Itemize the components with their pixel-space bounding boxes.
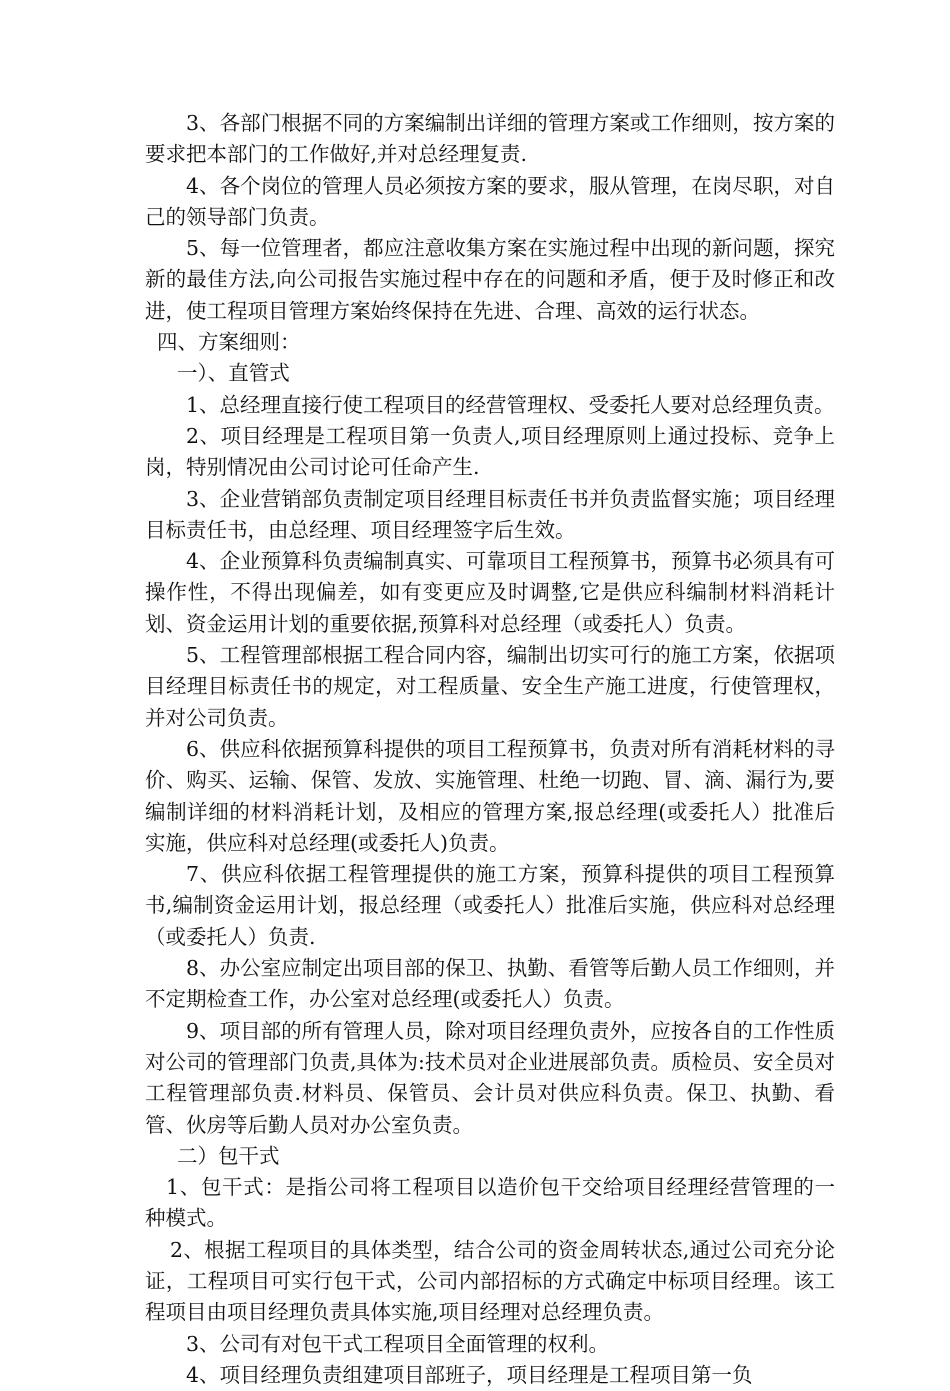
section-heading-4: 四、方案细则： (157, 330, 301, 355)
paragraph-item-4: 4、各个岗位的管理人员必须按方案的要求，服从管理，在岗尽职，对自己的领导部门负责。 (145, 173, 835, 229)
direct-item-4: 4、企业预算科负责编制真实、可靠项目工程预算书，预算书必须具有可操作性，不得出现偏差，如有变更应及时调整,它是供应科编制材料消耗计划、资金运用计划的重要依据,预算科对总经理（或委托人）负责。 (145, 549, 835, 636)
document-body (145, 108, 835, 1391)
subsection-heading-direct: 一）、直管式 (177, 361, 290, 386)
contract-item-4: 4、项目经理负责组建项目部班子，项目经理是工程项目第一负 (186, 1362, 753, 1387)
contract-item-2: 2、根据工程项目的具体类型，结合公司的资金周转状态,通过公司充分论证，工程项目可实行包干式，公司内部招标的方式确定中标项目经理。该工程项目由项目经理负责具体实施,项目经理对总经理负责。 (145, 1237, 835, 1325)
contract-item-3: 3、公司有对包干式工程项目全面管理的权利。 (186, 1331, 610, 1356)
direct-item-5: 5、工程管理部根据工程合同内容，编制出切实可行的施工方案，依据项目经理目标责任书的规定，对工程质量、安全生产施工进度，行使管理权，并对公司负责。 (145, 643, 835, 730)
direct-item-7: 7、供应科依据工程管理提供的施工方案，预算科提供的项目工程预算书,编制资金运用计划，报总经理（或委托人）批准后实施，供应科对总经理（或委托人）负责. (145, 862, 835, 949)
paragraph-item-5: 5、每一位管理者，都应注意收集方案在实施过程中出现的新问题，探究新的最佳方法,向公司报告实施过程中存在的问题和矛盾，便于及时修正和改进，使工程项目管理方案始终保持在先进、合理、高效的运行状态。 (145, 236, 835, 323)
direct-item-8: 8、办公室应制定出项目部的保卫、执勤、看管等后勤人员工作细则，并不定期检查工作，办公室对总经理(或委托人）负责。 (145, 956, 835, 1012)
direct-item-9: 9、项目部的所有管理人员，除对项目经理负责外，应按各自的工作性质对公司的管理部门负责,具体为:技术员对企业进展部负责。质检员、安全员对工程管理部负责.材料员、保管员、会计员对供应科负责。保卫、执勤、看管、伙房等后勤人员对办公室负责。 (145, 1018, 835, 1137)
direct-item-6: 6、供应科依据预算科提供的项目工程预算书，负责对所有消耗材料的寻价、购买、运输、保管、发放、实施管理、杜绝一切跑、冒、滴、漏行为,要编制详细的材料消耗计划，及相应的管理方案,报总经理(或委托人）批准后实施，供应科对总经理(或委托人)负责。 (145, 736, 835, 855)
subsection-heading-contract: 二）包干式 (177, 1143, 280, 1168)
paragraph-item-3: 3、各部门根据不同的方案编制出详细的管理方案或工作细则，按方案的要求把本部门的工作做好,并对总经理复责. (145, 111, 835, 167)
contract-item-1: 1、包干式：是指公司将工程项目以造价包干交给项目经理经营管理的一种模式。 (145, 1175, 835, 1231)
direct-item-1: 1、总经理直接行使工程项目的经营管理权、受委托人要对总经理负责。 (186, 392, 835, 417)
direct-item-3: 3、企业营销部负责制定项目经理目标责任书并负责监督实施；项目经理目标责任书，由总经理、项目经理签字后生效。 (145, 486, 835, 542)
direct-item-2: 2、项目经理是工程项目第一负责人,项目经理原则上通过投标、竞争上岗，特别情况由公司讨论可任命产生. (145, 423, 835, 480)
